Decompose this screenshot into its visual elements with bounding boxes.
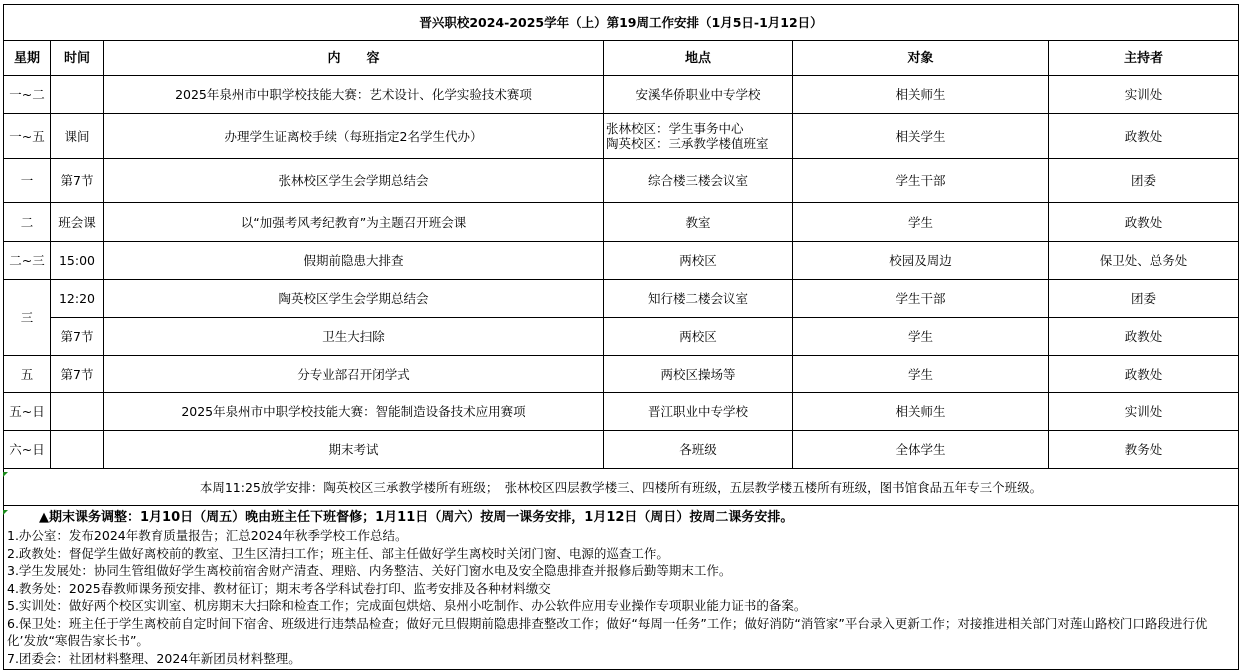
table-row xyxy=(4,203,1239,242)
cell-time[interactable]: 15:00 xyxy=(51,242,104,280)
cell-content[interactable]: 张林校区学生会学期总结会 xyxy=(104,159,604,203)
note-item: 4.教务处：2025春教师课务预安排、教材征订；期末考各学科试卷打印、监考安排及各种材料缴交 xyxy=(7,580,551,596)
cell-place[interactable]: 综合楼三楼会议室 xyxy=(604,159,793,203)
cell-day[interactable]: 一~二 xyxy=(4,76,51,114)
cell-target[interactable]: 学生 xyxy=(793,356,1049,393)
cell-content[interactable]: 以“加强考风考纪教育”为主题召开班会课 xyxy=(104,203,604,242)
header-host: 主持者 xyxy=(1049,41,1239,76)
cell-comment-marker xyxy=(3,472,8,477)
cell-target[interactable]: 学生干部 xyxy=(793,280,1049,318)
note-item: 7.团委会：社团材料整理、2024年新团员材料整理。 xyxy=(7,650,301,666)
note-item: 5.实训处：做好两个校区实训室、机房期末大扫除和检查工作；完成面包烘焙、泉州小吃制作、办公软件应用专业操作专项职业能力证书的备案。 xyxy=(7,598,807,613)
cell-content[interactable]: 假期前隐患大排查 xyxy=(104,242,604,280)
dismissal-notice[interactable]: 本周11:25放学安排：陶英校区三承教学楼所有班级； 张林校区四层教学楼三、四楼所有班级，五层教学楼五楼所有班级，图书馆食品五年专三个班级。 xyxy=(4,469,1239,506)
cell-content[interactable]: 陶英校区学生会学期总结会 xyxy=(104,280,604,318)
header-day: 星期 xyxy=(4,41,51,76)
cell-host[interactable]: 团委 xyxy=(1049,280,1239,318)
table-row xyxy=(4,114,1239,159)
cell-time[interactable]: 第7节 xyxy=(51,159,104,203)
cell-time[interactable] xyxy=(51,393,104,431)
schedule-table xyxy=(3,4,1239,670)
cell-day[interactable]: 一 xyxy=(4,159,51,203)
cell-target[interactable]: 相关学生 xyxy=(793,114,1049,159)
cell-content[interactable]: 办理学生证离校手续（每班指定2名学生代办） xyxy=(104,114,604,159)
cell-place[interactable]: 各班级 xyxy=(604,431,793,469)
place-line: 陶英校区：三承教学楼值班室 xyxy=(606,136,769,151)
cell-host[interactable]: 团委 xyxy=(1049,159,1239,203)
cell-content[interactable]: 2025年泉州市中职学校技能大赛：智能制造设备技术应用赛项 xyxy=(104,393,604,431)
cell-content[interactable]: 2025年泉州市中职学校技能大赛：艺术设计、化学实验技术赛项 xyxy=(104,76,604,114)
cell-day[interactable]: 五~日 xyxy=(4,393,51,431)
header-time: 时间 xyxy=(51,41,104,76)
place-line: 张林校区：学生事务中心 xyxy=(606,121,744,136)
cell-day[interactable]: 六~日 xyxy=(4,431,51,469)
cell-target[interactable]: 全体学生 xyxy=(793,431,1049,469)
header-row xyxy=(4,41,1239,76)
cell-day[interactable]: 二 xyxy=(4,203,51,242)
cell-host[interactable]: 教务处 xyxy=(1049,431,1239,469)
sheet-title: 晋兴职校2024-2025学年（上）第19周工作安排（1月5日-1月12日） xyxy=(4,5,1239,41)
cell-time[interactable]: 第7节 xyxy=(51,318,104,356)
header-place: 地点 xyxy=(604,41,793,76)
cell-day[interactable]: 五 xyxy=(4,356,51,393)
cell-time[interactable]: 第7节 xyxy=(51,356,104,393)
cell-host[interactable]: 政教处 xyxy=(1049,356,1239,393)
cell-day[interactable]: 二~三 xyxy=(4,242,51,280)
cell-place[interactable]: 两校区 xyxy=(604,242,793,280)
table-row xyxy=(4,280,1239,318)
cell-time[interactable]: 12:20 xyxy=(51,280,104,318)
cell-target[interactable]: 学生 xyxy=(793,318,1049,356)
cell-content[interactable]: 分专业部召开闭学式 xyxy=(104,356,604,393)
table-row xyxy=(4,76,1239,114)
cell-host[interactable]: 政教处 xyxy=(1049,318,1239,356)
note-item: 6.保卫处：班主任于学生离校前自定时间下宿舍、班级进行违禁品检查；做好元旦假期前隐患排查整改工作；做好“每周一任务”工作；做好消防“消管家”平台录入更新工作；对接推进相关部门对莲山路校门口路段进行优化’发放“寒假告家长书”。 xyxy=(7,615,1208,648)
table-row xyxy=(4,431,1239,469)
table-row xyxy=(4,356,1239,393)
cell-time[interactable] xyxy=(51,431,104,469)
cell-place[interactable]: 两校区 xyxy=(604,318,793,356)
note-item: 1.办公室：发布2024年教育质量报告；汇总2024年秋季学校工作总结。 xyxy=(7,528,408,543)
cell-host[interactable]: 政教处 xyxy=(1049,114,1239,159)
table-row xyxy=(4,318,1239,356)
cell-time[interactable]: 课间 xyxy=(51,114,104,159)
cell-target[interactable]: 校园及周边 xyxy=(793,242,1049,280)
cell-target[interactable]: 学生 xyxy=(793,203,1049,242)
notes-heading: ▲期末课务调整：1月10日（周五）晚由班主任下班督修；1月11日（周六）按周一课务安排，1月12日（周日）按周二课务安排。 xyxy=(39,510,794,525)
cell-target[interactable]: 学生干部 xyxy=(793,159,1049,203)
cell-place[interactable]: 教室 xyxy=(604,203,793,242)
cell-day[interactable]: 一~五 xyxy=(4,114,51,159)
cell-comment-marker xyxy=(3,510,8,515)
table-row xyxy=(4,242,1239,280)
notes-block[interactable] xyxy=(4,506,1239,670)
cell-host[interactable]: 政教处 xyxy=(1049,203,1239,242)
table-row xyxy=(4,393,1239,431)
note-item: 2.政教处：督促学生做好离校前的教室、卫生区清扫工作；班主任、部主任做好学生离校时关闭门窗、电源的巡查工作。 xyxy=(7,545,669,561)
cell-time[interactable] xyxy=(51,76,104,114)
header-content: 内 容 xyxy=(104,41,604,76)
cell-host[interactable]: 保卫处、总务处 xyxy=(1049,242,1239,280)
cell-content[interactable]: 期末考试 xyxy=(104,431,604,469)
cell-place[interactable]: 两校区操场等 xyxy=(604,356,793,393)
cell-place[interactable]: 知行楼二楼会议室 xyxy=(604,280,793,318)
cell-time[interactable]: 班会课 xyxy=(51,203,104,242)
cell-host[interactable]: 实训处 xyxy=(1049,393,1239,431)
cell-content[interactable]: 卫生大扫除 xyxy=(104,318,604,356)
cell-target[interactable]: 相关师生 xyxy=(793,393,1049,431)
note-item: 3.学生发展处：协同生管组做好学生离校前宿舍财产清查、理赔、内务整洁、关好门窗水电及安全隐患排查并报修后勤等期末工作。 xyxy=(7,563,732,578)
cell-target[interactable]: 相关师生 xyxy=(793,76,1049,114)
cell-host[interactable]: 实训处 xyxy=(1049,76,1239,114)
table-row xyxy=(4,159,1239,203)
cell-place[interactable]: 晋江职业中专学校 xyxy=(604,393,793,431)
header-target: 对象 xyxy=(793,41,1049,76)
cell-day[interactable]: 三 xyxy=(4,280,51,356)
cell-place[interactable] xyxy=(604,114,793,159)
cell-place[interactable]: 安溪华侨职业中专学校 xyxy=(604,76,793,114)
